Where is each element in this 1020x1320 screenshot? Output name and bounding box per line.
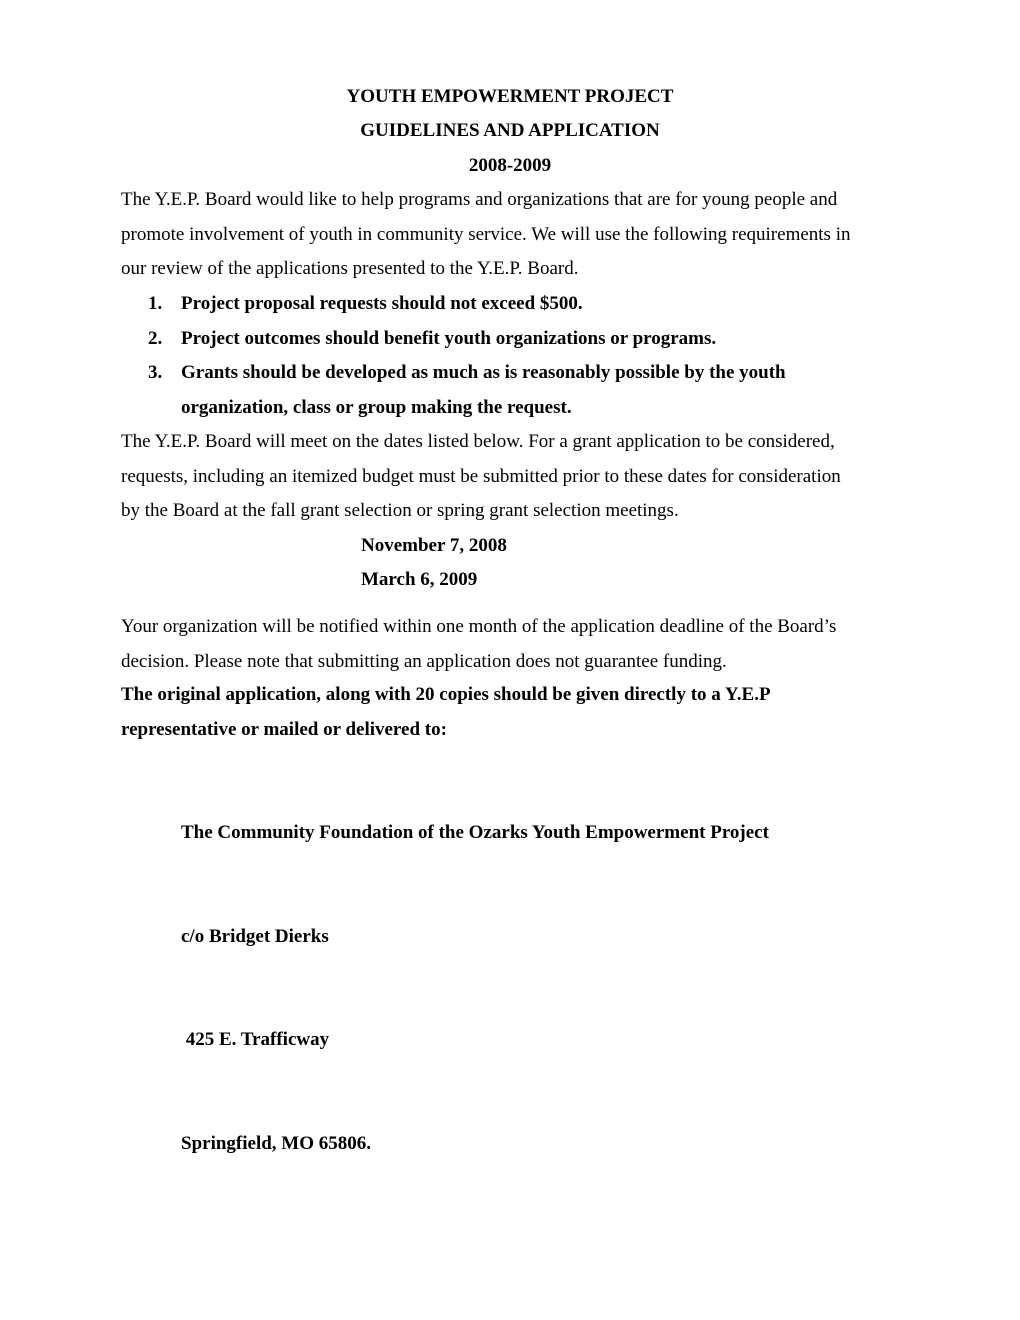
- list-text-line: organization, class or group making the request.: [181, 396, 572, 418]
- requirement-item-3: [148, 356, 868, 426]
- meeting-line: requests, including an itemized budget must be submitted prior to these dates for consideration: [121, 465, 841, 487]
- list-number: 1.: [148, 293, 163, 314]
- meeting-date-spring: March 6, 2009: [361, 569, 478, 590]
- notification-paragraph: [121, 610, 901, 679]
- mailing-address: [181, 747, 961, 1230]
- list-text-line: Grants should be developed as much as is reasonably possible by the youth: [181, 362, 786, 383]
- submission-line: representative or mailed or delivered to:: [121, 718, 447, 740]
- document-year: 2008-2009: [468, 155, 552, 176]
- meeting-date-fall: November 7, 2008: [361, 535, 507, 556]
- document-title: YOUTH EMPOWERMENT PROJECT: [346, 86, 674, 107]
- notification-line: decision. Please note that submitting an application does not guarantee funding.: [121, 650, 727, 672]
- document-subtitle: GUIDELINES AND APPLICATION: [360, 120, 660, 141]
- address-city: Springfield, MO 65806.: [181, 1132, 372, 1154]
- meeting-line: by the Board at the fall grant selection or spring grant selection meetings.: [121, 500, 679, 521]
- submission-line: The original application, along with 20 copies should be given directly to a Y.E.P: [121, 684, 771, 705]
- intro-line: The Y.E.P. Board would like to help programs and organizations that are for young people and: [121, 189, 838, 210]
- address-street: 425 E. Trafficway: [181, 1029, 330, 1050]
- address-attention: c/o Bridget Dierks: [181, 925, 329, 947]
- list-number: 3.: [148, 362, 163, 383]
- list-text: Project outcomes should benefit youth organizations or programs.: [181, 328, 717, 349]
- list-text: Project proposal requests should not exceed $500.: [181, 293, 583, 314]
- list-text: [181, 356, 786, 425]
- list-number: 2.: [148, 328, 163, 349]
- intro-paragraph: [121, 183, 901, 287]
- intro-line: promote involvement of youth in community service. We will use the following requirements in: [121, 223, 851, 245]
- meeting-paragraph: [121, 425, 901, 529]
- intro-line: our review of the applications presented to the Y.E.P. Board.: [121, 258, 579, 279]
- submission-paragraph: [121, 678, 901, 747]
- address-organization: The Community Foundation of the Ozarks Youth Empowerment Project: [181, 822, 769, 843]
- notification-line: Your organization will be notified within one month of the application deadline of the Board’s: [121, 616, 837, 637]
- meeting-line: The Y.E.P. Board will meet on the dates listed below. For a grant application to be considered,: [121, 431, 835, 452]
